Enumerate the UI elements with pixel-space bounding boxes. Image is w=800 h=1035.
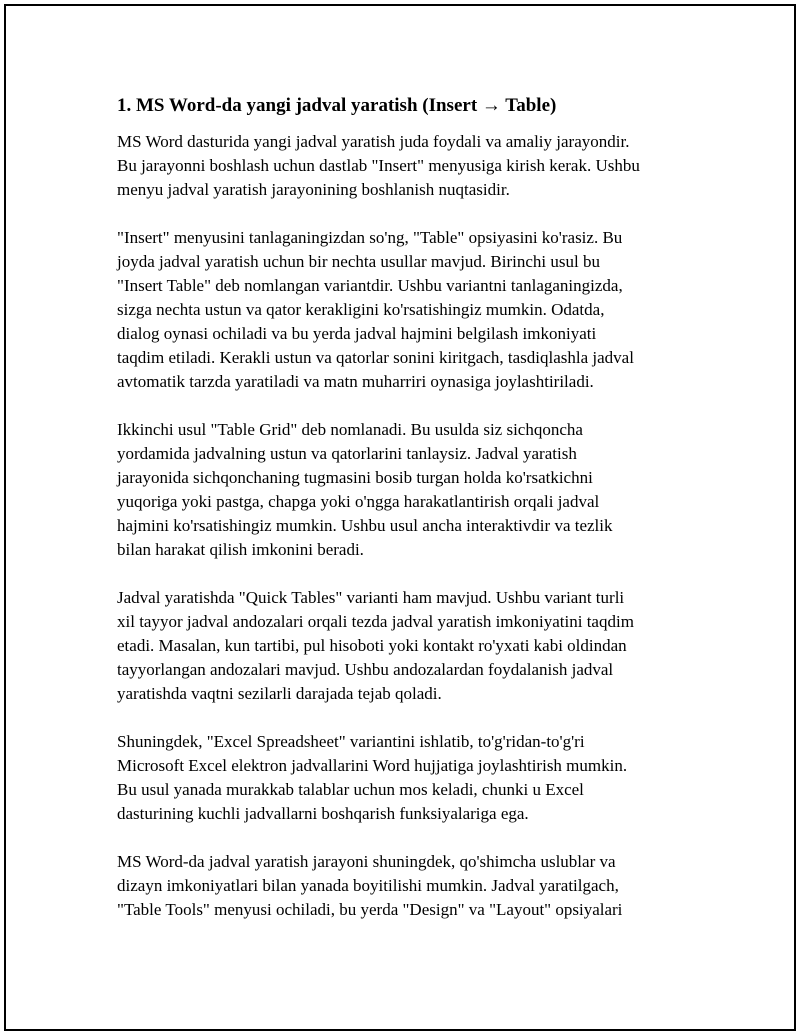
text-line: "Table Tools" menyusi ochiladi, bu yerda "Design" va "Layout" opsiyalari — [117, 900, 623, 919]
paragraph-4 — [117, 586, 689, 706]
text-line: Ikkinchi usul "Table Grid" deb nomlanadi. Bu usulda siz sichqoncha — [117, 420, 583, 439]
text-line: tayyorlangan andozalari mavjud. Ushbu andozalardan foydalanish jadval — [117, 660, 614, 679]
text-line: MS Word dasturida yangi jadval yaratish juda foydali va amaliy jarayondir. — [117, 132, 630, 151]
text-line: xil tayyor jadval andozalari orqali tezda jadval yaratish imkoniyatini taqdim — [117, 612, 634, 631]
paragraph-5 — [117, 730, 689, 826]
text-line: "Insert" menyusini tanlaganingizdan so'ng, "Table" opsiyasini ko'rasiz. Bu — [117, 228, 623, 247]
text-line: dialog oynasi ochiladi va bu yerda jadval hajmini belgilash imkoniyati — [117, 324, 597, 343]
text-line: taqdim etiladi. Kerakli ustun va qatorlar sonini kiritgach, tasdiqlashla jadval — [117, 348, 634, 367]
text-line: joyda jadval yaratish uchun bir nechta usullar mavjud. Birinchi usul bu — [117, 252, 600, 271]
document-body — [117, 92, 689, 946]
text-line: jarayonida sichqonchaning tugmasini bosib turgan holda ko'rsatkichni — [117, 468, 593, 487]
text-line: "Insert Table" deb nomlangan variantdir. Ushbu variantni tanlaganingizda, — [117, 276, 623, 295]
text-line: Bu usul yanada murakkab talablar uchun mos keladi, chunki u Excel — [117, 780, 584, 799]
text-line: hajmini ko'rsatishingiz mumkin. Ushbu usul ancha interaktivdir va tezlik — [117, 516, 613, 535]
text-line: Jadval yaratishda "Quick Tables" varianti ham mavjud. Ushbu variant turli — [117, 588, 625, 607]
text-line: yuqoriga yoki pastga, chapga yoki o'ngga harakatlantirish orqali jadval — [117, 492, 600, 511]
paragraph-1 — [117, 130, 689, 202]
text-line: dizayn imkoniyatlari bilan yanada boyitilishi mumkin. Jadval yaratilgach, — [117, 876, 619, 895]
paragraph-2 — [117, 226, 689, 394]
text-line: avtomatik tarzda yaratiladi va matn muharriri oynasiga joylashtiriladi. — [117, 372, 594, 391]
text-line: etadi. Masalan, kun tartibi, pul hisoboti yoki kontakt ro'yxati kabi oldindan — [117, 636, 627, 655]
text-line: yordamida jadvalning ustun va qatorlarini tanlaysiz. Jadval yaratish — [117, 444, 577, 463]
paragraph-6 — [117, 850, 689, 922]
text-line: MS Word-da jadval yaratish jarayoni shuningdek, qo'shimcha uslublar va — [117, 852, 616, 871]
text-line: yaratishda vaqtni sezilarli darajada tejab qoladi. — [117, 684, 442, 703]
text-line: bilan harakat qilish imkonini beradi. — [117, 540, 364, 559]
text-line: sizga nechta ustun va qator kerakligini ko'rsatishingiz mumkin. Odatda, — [117, 300, 605, 319]
text-line: menyu jadval yaratish jarayonining boshlanish nuqtasidir. — [117, 180, 510, 199]
text-line: Microsoft Excel elektron jadvallarini Word hujjatiga joylashtirish mumkin. — [117, 756, 628, 775]
text-line: dasturining kuchli jadvallarni boshqarish funksiyalariga ega. — [117, 804, 529, 823]
paragraph-3 — [117, 418, 689, 562]
section-heading: 1. MS Word-da yangi jadval yaratish (Insert → Table) — [117, 95, 557, 116]
text-line: Bu jarayonni boshlash uchun dastlab "Insert" menyusiga kirish kerak. Ushbu — [117, 156, 640, 175]
text-line: Shuningdek, "Excel Spreadsheet" variantini ishlatib, to'g'ridan-to'g'ri — [117, 732, 585, 751]
